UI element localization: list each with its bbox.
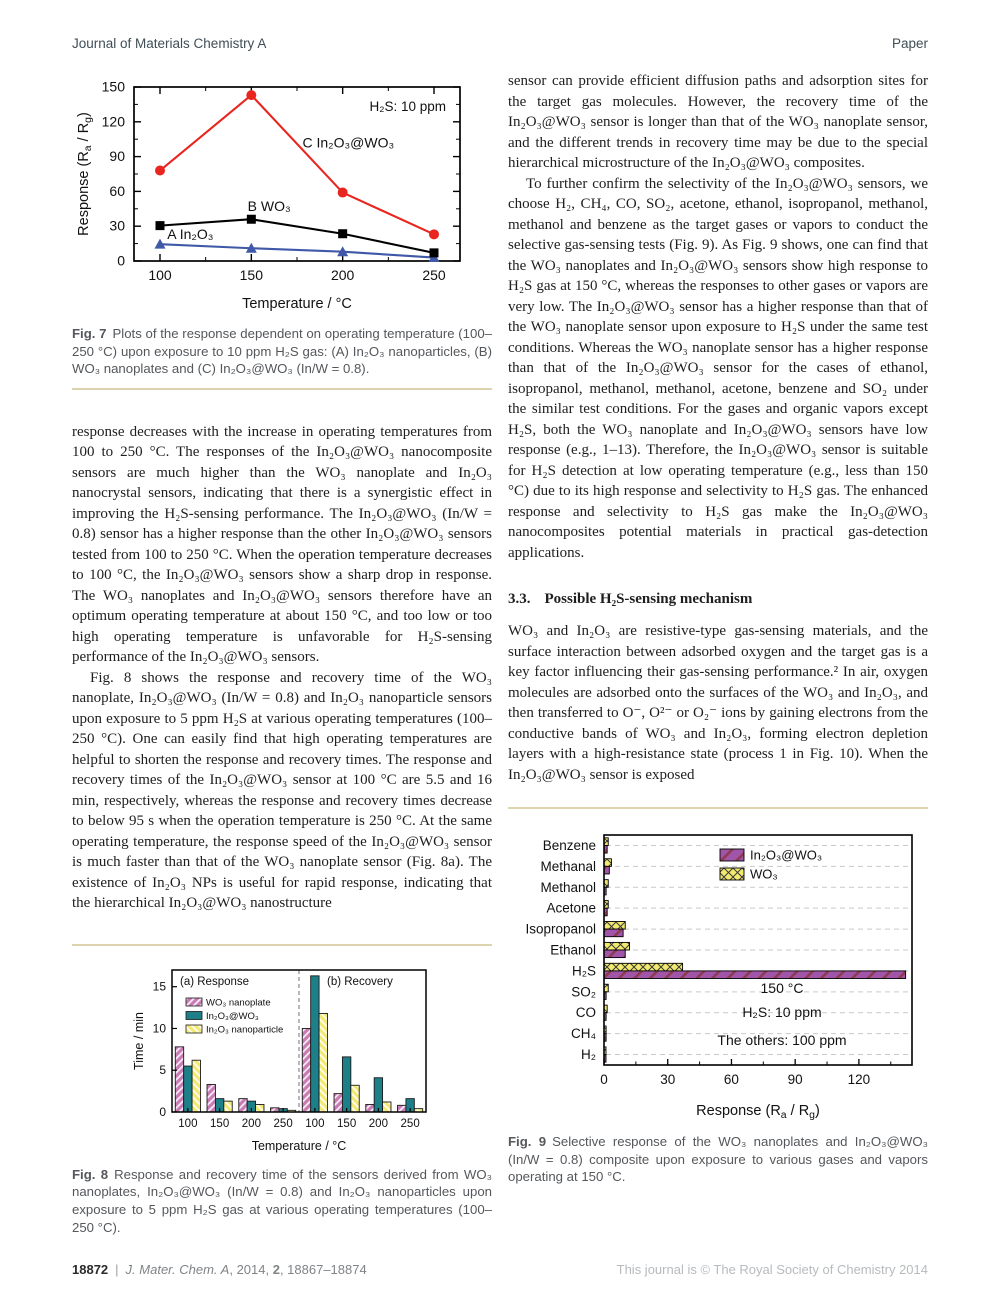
right-body-text-2: [508, 621, 928, 785]
right-column: [508, 71, 928, 1236]
svg-text:The others: 100 ppm: The others: 100 ppm: [717, 1032, 847, 1048]
section-heading: [508, 591, 928, 608]
fig8-caption: [72, 1166, 492, 1236]
svg-text:200: 200: [368, 1117, 388, 1130]
svg-text:150: 150: [239, 267, 264, 283]
svg-text:H₂S: H₂S: [572, 963, 596, 979]
svg-text:Time / min: Time / min: [132, 1011, 146, 1070]
svg-text:90: 90: [109, 148, 125, 165]
svg-text:150: 150: [337, 1117, 357, 1130]
svg-text:150 °C: 150 °C: [760, 980, 804, 996]
svg-text:0: 0: [600, 1072, 608, 1087]
svg-text:60: 60: [723, 1072, 739, 1087]
svg-text:10: 10: [152, 1021, 166, 1036]
svg-text:Benzene: Benzene: [542, 837, 596, 853]
svg-text:250: 250: [422, 267, 446, 283]
paragraph: response decreases with the increase in operating temperatures from 100 to 250 °C. The responses of the In₂O₃@WO₃ nanocomposite sensors are much higher than the WO₃ nanoplate and In₂O₃ nanocrystal sensors, indicating that there is a synergistic effect in improving the H₂S-sensing performance. The In₂O₃@WO₃ (In/W = 0.8) sensor has a higher response than the other In₂O₃@WO₃ sensors tested from 100 to 250 °C. When the operation temperature decreases to 100 °C, the In₂O₃@WO₃ sensors show a sharp drop in response. The WO₃ nanoplates and In₂O₃@WO₃ sensors therefore have an optimum operating temperature at about 150 °C, and too low or too high operating temperature is unfavorable for H₂S-sensing performance of the In₂O₃@WO₃ sensors.: [72, 423, 492, 666]
journal-title: Journal of Materials Chemistry A: [72, 36, 267, 51]
svg-text:Response (Ra / Rg): Response $(R_a / R_g)$: [696, 1103, 820, 1121]
svg-text:200: 200: [241, 1117, 261, 1130]
svg-text:100: 100: [148, 267, 172, 283]
svg-text:150: 150: [210, 1117, 230, 1130]
fig8-caption-label: Fig. 8: [72, 1166, 109, 1182]
footer-journal: J. Mater. Chem. A: [125, 1262, 230, 1277]
svg-text:Response (Ra / Rg): Response $(R_a / R_g)$: [76, 112, 94, 236]
footer-citation-mid: , 2014,: [229, 1262, 273, 1277]
svg-text:Methanol: Methanol: [540, 879, 596, 895]
svg-text:120: 120: [847, 1072, 871, 1087]
fig7-caption: [72, 325, 492, 378]
svg-text:In₂O₃@WO₃: In₂O₃@WO₃: [206, 1010, 259, 1022]
svg-text:200: 200: [330, 267, 355, 283]
svg-text:B WO₃: B WO₃: [247, 198, 291, 215]
paragraph: sensor can provide efficient diffusion paths and adsorption sites for the target gas molecules. However, the recovery time of the In₂O₃@WO₃ sensor is longer than that of the WO₃ nanoplate sensor, and the different trends in recovery time may be due to the special hierarchical microstructure of the In₂O₃@WO₃ composites.: [508, 73, 928, 171]
svg-text:30: 30: [660, 1072, 676, 1087]
svg-text:250: 250: [400, 1117, 420, 1130]
svg-text:250: 250: [273, 1117, 293, 1130]
fig9-caption: [508, 1133, 928, 1186]
svg-text:60: 60: [109, 182, 125, 199]
svg-text:Temperature / °C: Temperature / °C: [242, 296, 352, 312]
figure-9: [508, 823, 928, 1186]
svg-text:(b) Recovery: (b) Recovery: [327, 975, 393, 988]
section-title: Possible H₂S-sensing mechanism: [544, 591, 753, 607]
section-number: 3.3.: [508, 591, 531, 607]
svg-text:CO: CO: [575, 1005, 596, 1021]
two-column-layout: [72, 71, 928, 1236]
figure-8: [72, 960, 492, 1236]
footer-volume: 2: [272, 1262, 280, 1277]
svg-text:(a) Response: (a) Response: [180, 975, 250, 988]
paragraph: WO₃ and In₂O₃ are resistive-type gas-sensing materials, and the surface interaction between adsorbed oxygen and the target gas is a key factor influencing their gas-sensing performance.² In air, oxygen molecules are adsorbed onto the surfaces of the WO₃ and In₂O₃, and then transferred to O⁻, O²⁻ or O₂⁻ ions by gaining electrons from the conductive bands of WO₃ and In₂O₃, forming electron depletion layers with a high-resistance state (process 1 in Fig. 10). When the In₂O₃@WO₃ sensor is exposed: [508, 623, 928, 783]
fig8-bar-chart: [132, 960, 432, 1158]
svg-text:Methanal: Methanal: [540, 858, 596, 874]
fig9-caption-text: Selective response of the WO₃ nanoplates and In₂O₃@WO₃ (In/W = 0.8) composite upon exposure to various gases and vapors operating at 150 °C.: [508, 1134, 928, 1185]
svg-text:Acetone: Acetone: [546, 900, 596, 916]
fig7-line-chart: [72, 73, 492, 315]
right-body-text: [508, 71, 928, 563]
paragraph: Fig. 8 shows the response and recovery time of the WO₃ nanoplate, In₂O₃@WO₃ (In/W = 0.8) and In₂O₃ nanoparticle sensors upon exposure to 5 ppm H₂S at various operating temperatures (100–250 °C). One can easily find that high operating temperatures are helpful to shorten the response and recovery times. The response and recovery times of the In₂O₃@WO₃ sensor at 100 °C are 5.5 and 16 min, respectively, whereas the response and recovery times decrease to below 95 s when the operation temperature is 250 °C. At the same operating temperature, the response speed of the In₂O₃@WO₃ sensor is much faster than that of the WO₃ nanoplate sensor (Fig. 8a). The existence of In₂O₃ NPs is useful for rapid response, indicating that the hierarchical In₂O₃@WO₃ nanostructure: [72, 669, 492, 912]
figure-7: [72, 73, 492, 378]
svg-text:WO₃: WO₃: [750, 866, 778, 882]
footer-rights: This journal is © The Royal Society of Chemistry 2014: [616, 1262, 928, 1277]
footer-pages: , 18867–18874: [279, 1262, 367, 1277]
svg-text:90: 90: [787, 1072, 803, 1087]
page-header: [72, 36, 928, 51]
svg-text:100: 100: [178, 1117, 198, 1130]
svg-text:15: 15: [152, 979, 166, 994]
fig9-horizontal-bar-chart: [508, 823, 928, 1123]
svg-text:Ethanol: Ethanol: [550, 942, 596, 958]
svg-text:WO₃ nanoplate: WO₃ nanoplate: [206, 997, 271, 1009]
svg-text:C In₂O₃@WO₃: C In₂O₃@WO₃: [302, 134, 395, 151]
svg-text:H₂S: 10 ppm: H₂S: 10 ppm: [369, 99, 446, 114]
fig7-caption-text: Plots of the response dependent on operating temperature (100–250 °C) upon exposure to 10 ppm H₂S gas: (A) In₂O₃ nanoparticles, (B) WO₃ nanoplates and (C) In₂O₃@WO₃ (In/W = 0.8).: [72, 326, 492, 377]
svg-text:A In₂O₃: A In₂O₃: [167, 225, 214, 242]
svg-text:0: 0: [159, 1104, 166, 1119]
divider-rule: [72, 388, 492, 390]
fig9-caption-label: Fig. 9: [508, 1134, 547, 1149]
paragraph: To further confirm the selectivity of the In₂O₃@WO₃ sensors, we choose H₂, CH₄, CO, SO₂, acetone, ethanol, isopropanol, methanol, methanol and benzene as the target gases or vapors to conduct the selective gas-sensing tests (Fig. 9). As Fig. 9 shows, one can find that the WO₃ nanoplates and In₂O₃@WO₃ sensors show high response to H₂S gas at 150 °C, whereas the responses to other gases or vapors are very low. The In₂O₃@WO₃ sensor has a higher response than that of the WO₃ nanoplate sensor upon exposure to H₂S under the same test conditions. Whereas the WO₃ nanoplate sensor has a higher response than that of the In₂O₃@WO₃ sensor for the cases of ethanol, isopropanol, methanol, methanol, acetone, benzene and SO₂ under the similar test conditions. For the gases and organic vapors except H₂S, both the WO₃ nanoplate and In₂O₃@WO₃ sensors have low response (e.g., 1–13). Therefore, the In₂O₃@WO₃ sensor is suitable for H₂S detection at low operating temperature (e.g., less than 150 °C) due to its high response and selectivity to H₂S gas. The enhanced response and selectivity to H₂S gas make the In₂O₃@WO₃ nanocomposites potential materials in practical gas-detection applications.: [508, 175, 928, 561]
svg-text:H₂: H₂: [581, 1047, 596, 1063]
divider-rule: [508, 807, 928, 809]
fig8-caption-text: Response and recovery time of the sensors derived from WO₃ nanoplates, In₂O₃@WO₃ (In/W = 0.8) and In₂O₃ nanoparticles upon exposure to 5 ppm H₂S gas at various operating temperatures (100–250 °C).: [72, 1166, 492, 1235]
svg-text:120: 120: [101, 113, 125, 130]
svg-text:Isopropanol: Isopropanol: [525, 921, 596, 937]
svg-text:100: 100: [305, 1117, 325, 1130]
svg-text:In₂O₃ nanoparticle: In₂O₃ nanoparticle: [206, 1024, 284, 1036]
svg-text:CH₄: CH₄: [570, 1026, 596, 1042]
fig7-caption-label: Fig. 7: [72, 326, 107, 341]
svg-text:Temperature / °C: Temperature / °C: [251, 1138, 347, 1153]
svg-text:SO₂: SO₂: [571, 984, 596, 1000]
article-type-label: Paper: [891, 36, 928, 51]
left-body-text: [72, 422, 492, 914]
svg-text:In₂O₃@WO₃: In₂O₃@WO₃: [750, 847, 823, 863]
footer-citation: [72, 1262, 367, 1277]
svg-text:0: 0: [117, 252, 125, 269]
footer-separator: |: [115, 1262, 119, 1277]
footer-page-number: 18872: [72, 1262, 109, 1277]
left-column: [72, 71, 492, 1236]
svg-text:H₂S: 10 ppm: H₂S: 10 ppm: [742, 1004, 822, 1020]
svg-text:30: 30: [109, 217, 125, 234]
divider-rule: [72, 944, 492, 946]
svg-text:5: 5: [159, 1063, 166, 1078]
page-footer: [72, 1262, 928, 1277]
svg-text:150: 150: [101, 78, 125, 95]
